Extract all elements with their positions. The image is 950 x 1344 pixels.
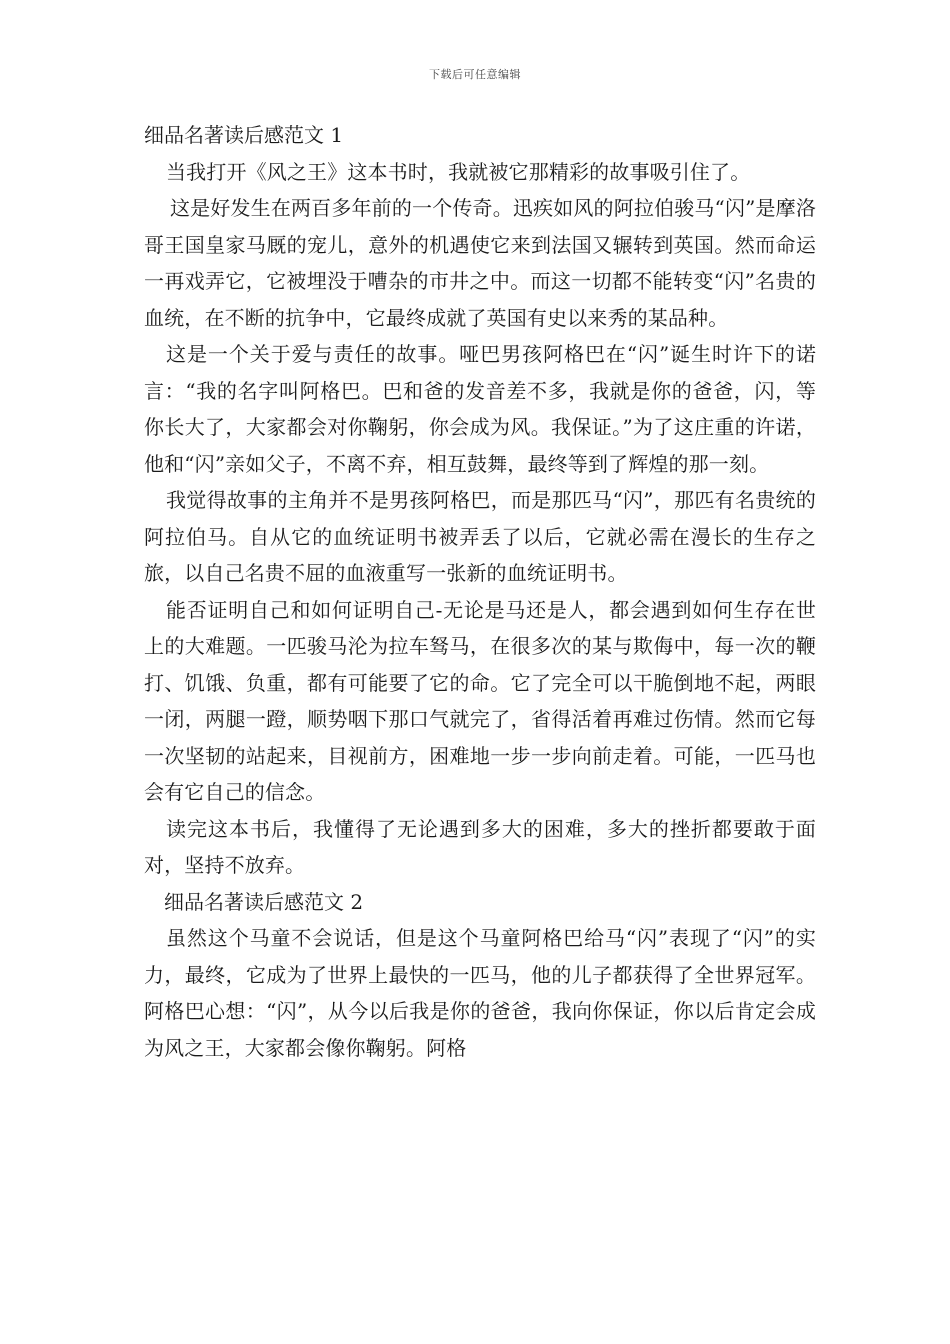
- header-note: 下载后可任意编辑: [429, 68, 521, 81]
- section-title-2: 细品名著读后感范文 2: [164, 889, 364, 914]
- paragraph: 这是好发生在两百多年前的一个传奇。迅疾如风的阿拉伯骏马“闪”是摩洛哥王国皇家马厩的宠儿，意外的机遇使它来到法国又辗转到英国。然而命运一再戏弄它，它被埋没于嘈杂的市井之中。而这一切都不能转变“闪”名贵的血统，在不断的抗争中，它最终成就了英国有史以来秀的某品种。: [144, 196, 816, 330]
- paragraph: 我觉得故事的主角并不是男孩阿格巴，而是那匹马“闪”，那匹有名贵统的阿拉伯马。自从它的血统证明书被弄丢了以后，它就必需在漫长的生存之旅，以自己名贵不屈的血液重写一张新的血统证明书。: [144, 488, 816, 585]
- paragraph: 读完这本书后，我懂得了无论遇到多大的困难，多大的挫折都要敢于面对，坚持不放弃。: [144, 816, 816, 877]
- paragraph: 虽然这个马童不会说话，但是这个马童阿格巴给马“闪”表现了“闪”的实力，最终，它成为了世界上最快的一匹马，他的儿子都获得了全世界冠军。阿格巴心想：“闪”，从今以后我是你的爸爸，我向你保证，你以后肯定会成为风之王，大家都会像你鞠躬。阿格: [144, 926, 816, 1060]
- paragraph: 能否证明自己和如何证明自己-无论是马还是人，都会遇到如何生存在世上的大难题。一匹骏马沦为拉车驽马，在很多次的某与欺侮中，每一次的鞭打、饥饿、负重，都有可能要了它的命。它了完全可以干脆倒地不起，两眼一闭，两腿一蹬，顺势咽下那口气就完了，省得活着再难过伤情。然而它每一次坚韧的站起来，目视前方，困难地一步一步向前走着。可能，一匹马也会有它自己的信念。: [144, 597, 816, 804]
- document-body: [144, 117, 816, 1066]
- paragraph: 这是一个关于爱与责任的故事。哑巴男孩阿格巴在“闪”诞生时许下的诺言：“我的名字叫阿格巴。巴和爸的发音差不多，我就是你的爸爸，闪，等你长大了，大家都会对你鞠躬，你会成为风。我保证。”为了这庄重的许诺，他和“闪”亲如父子，不离不弃，相互鼓舞，最终等到了辉煌的那一刻。: [144, 342, 816, 476]
- paragraph: 当我打开《风之王》这本书时，我就被它那精彩的故事吸引住了。: [166, 159, 751, 184]
- section-title-1: 细品名著读后感范文 1: [144, 123, 344, 147]
